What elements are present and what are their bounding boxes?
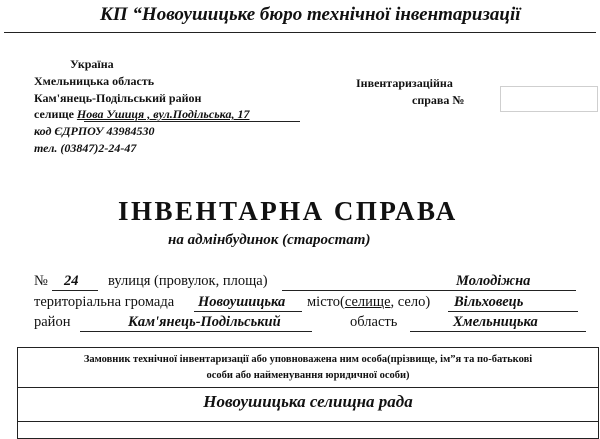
customer-divider [18,387,598,388]
street-label: вулиця (провулок, площа) [108,273,268,289]
settlement-value: Нова Ушиця , вул.Подільська, 17 [76,107,250,121]
customer-divider-bottom [18,421,598,422]
inventory-case-number-field[interactable] [500,86,598,112]
header-rule [4,32,596,33]
settlement-line [34,107,249,122]
inventory-case-number-label: справа № [412,93,465,107]
number-value: 24 [64,273,79,289]
oblast: Хмельницька область [34,74,155,88]
raion-label: район [34,314,71,330]
oblast-value: Хмельницька [453,314,538,330]
edrpou-code: код ЄДРПОУ 43984530 [34,124,155,138]
settlement-prefix: селище [34,107,74,121]
oblast-underline [410,331,586,332]
document-title: ІНВЕНТАРНА СПРАВА [118,196,458,226]
country: Україна [70,57,114,71]
street-underline [282,290,576,291]
customer-frame [17,347,599,439]
customer-note-line2: особи або найменування юридичної особи) [206,370,410,381]
city-label-selected: селище [344,294,391,310]
street-value: Молодіжна [456,273,531,289]
oblast-label: область [350,314,398,330]
city-label [307,294,430,311]
document-subtitle: на адмінбудинок (старостат) [168,232,371,248]
number-underline [52,290,98,291]
community-value: Новоушицька [198,294,286,310]
city-underline [448,311,578,312]
city-label-prefix: місто( [307,294,345,310]
inventory-case-label: Інвентаризаційна [356,76,453,90]
raion: Кам'янець-Подільський район [34,91,202,105]
number-label: № [34,273,48,289]
city-label-suffix: , село) [390,294,431,310]
customer-note-line1: Замовник технічної інвентаризації або уповноважена ним особа(прізвище, ім”я та по-батькові [83,354,533,365]
organization-title: КП “Новоушицьке бюро технічної інвентаризації [100,4,521,25]
settlement-underline [84,121,300,122]
community-underline [194,311,302,312]
raion-value: Кам'янець-Подільський [128,314,281,330]
customer-value: Новоушицька селищна рада [203,392,413,411]
city-value: Вільховець [454,294,524,310]
community-label: територіальна громада [34,294,175,310]
phone: тел. (03847)2-24-47 [34,141,137,155]
raion-underline [80,331,312,332]
